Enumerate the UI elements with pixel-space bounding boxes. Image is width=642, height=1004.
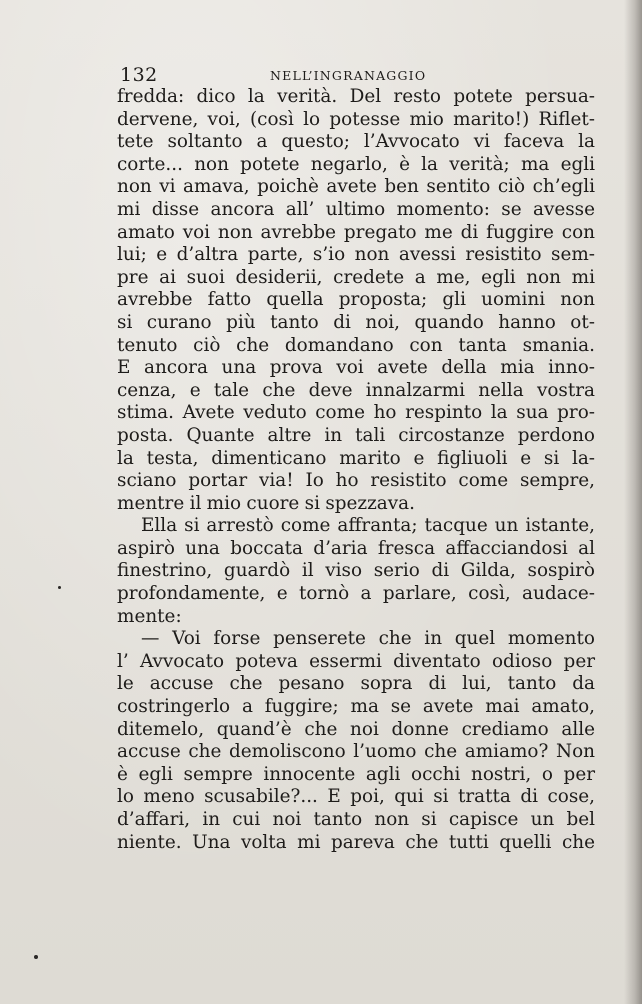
text-line: l’ Avvocato poteva essermi diventato odioso per [117, 650, 595, 672]
text-line: si curano più tanto di noi, quando hanno ot- [117, 311, 595, 333]
text-line: fredda: dico la verità. Del resto potete persua- [117, 86, 595, 107]
text-line: avrebbe fatto quella proposta; gli uomini non [117, 289, 595, 311]
text-line: pre ai suoi desiderii, credete a me, egli non mi [117, 266, 595, 288]
text-line: non vi amava, poichè avete ben sentito ciò ch’egli [117, 176, 595, 198]
text-line: finestrino, guardò il viso serio di Gilda, sospirò [117, 560, 595, 582]
text-line: tenuto ciò che domandano con tanta smania. [117, 334, 595, 356]
text-line: costringerlo a fuggire; ma se avete mai amato, [117, 696, 595, 718]
ink-speck [34, 955, 38, 959]
text-line: cenza, e tale che deve innalzarmi nella vostra [117, 379, 595, 401]
text-line: dervene, voi, (così lo potesse mio marito!) Riflet- [117, 108, 595, 130]
text-line: le accuse che pesano sopra di lui, tanto da [117, 673, 595, 695]
text-line: corte... non potete negarlo, è la verità; ma egli [117, 153, 595, 175]
text-line: E ancora una prova voi avete della mia inno- [117, 357, 595, 379]
text-line: posta. Quante altre in tali circostanze perdono [117, 424, 595, 446]
page-number: 132 [120, 64, 158, 86]
text-line: lui; e d’altra parte, s’io non avessi resistito sem- [117, 244, 595, 266]
text-line-paragraph-start: Ella si arrestò come affranta; tacque un istante, [141, 515, 595, 537]
text-line: amato voi non avrebbe pregato me di fuggire con [117, 221, 595, 243]
text-line: mi disse ancora all’ ultimo momento: se avesse [117, 198, 595, 220]
running-title: NELL’INGRANAGGIO [270, 68, 427, 83]
text-line: la testa, dimenticano marito e figliuoli e si la- [117, 447, 595, 469]
text-line: d’affari, in cui noi tanto non si capisce un bel [117, 809, 595, 830]
text-line: profondamente, e tornò a parlare, così, audace- [117, 583, 595, 605]
body-text [117, 86, 595, 854]
ink-speck [58, 586, 61, 589]
text-line: sciano portar via! Io ho resistito come sempre, [117, 470, 595, 492]
text-line: aspirò una boccata d’aria fresca affacciandosi al [117, 537, 595, 559]
text-line: tete soltanto a questo; l’Avvocato vi faceva la [117, 131, 595, 153]
text-line: ditemelo, quand’è che noi donne crediamo alle [117, 718, 595, 740]
text-line: è egli sempre innocente agli occhi nostri, o per [117, 763, 595, 785]
text-line: niente. Una volta mi pareva che tutti quelli che [117, 831, 595, 853]
text-line-paragraph-end: mentre il mio cuore si spezzava. [117, 492, 415, 514]
text-line-paragraph-end: mente: [117, 605, 182, 627]
page-gutter-shadow [624, 0, 642, 1004]
text-line: accuse che demoliscono l’uomo che amiamo? Non [117, 741, 595, 763]
text-line: lo meno scusabile?... E poi, qui si tratta di cose, [117, 786, 595, 808]
text-line-paragraph-start: — Voi forse penserete che in quel momento [141, 628, 595, 650]
text-line: stima. Avete veduto come ho respinto la sua pro- [117, 402, 595, 424]
